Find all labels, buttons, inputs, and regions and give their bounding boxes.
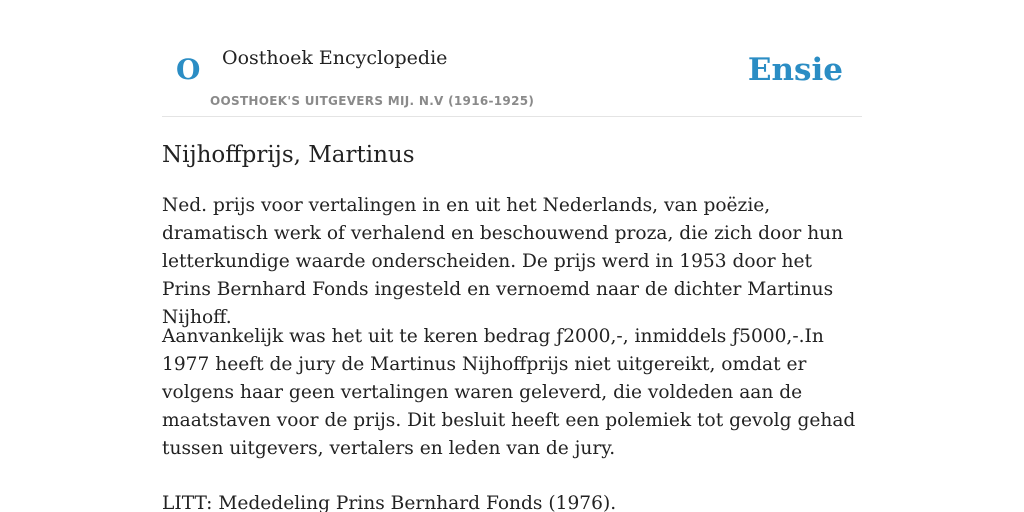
literature-reference: LITT: Mededeling Prins Bernhard Fonds (1976). <box>162 493 617 512</box>
site-title-link[interactable]: Oosthoek Encyclopedie <box>222 47 448 69</box>
article-paragraph: Aanvankelijk was het uit te keren bedrag ƒ2000,-, inmiddels ƒ5000,-.In 1977 heeft de jury de Martinus Nijhoffprijs niet uitgereikt, omdat er volgens haar geen vertalingen waren geleverd, die voldeden aan de maatstaven voor de prijs. Dit besluit heeft een polemiek tot gevolg gehad tussen uitgevers, vertalers en leden van de jury. <box>162 326 856 459</box>
article-title: Nijhoffprijs, Martinus <box>162 142 415 168</box>
site-header <box>162 0 862 117</box>
logo-icon[interactable]: O <box>176 53 201 86</box>
publisher-subtitle: OOSTHOEK'S UITGEVERS MIJ. N.V (1916-1925) <box>210 94 535 108</box>
page-container <box>162 0 862 512</box>
article-paragraph: Ned. prijs voor vertalingen in en uit het Nederlands, van poëzie, dramatisch werk of verhalend en beschouwend proza, die zich door hun letterkundige waarde onderscheiden. De prijs werd in 1953 door het Prins Bernhard Fonds ingesteld en vernoemd naar de dichter Martinus Nijhoff. <box>162 195 844 328</box>
brand-logo-link[interactable]: Ensie <box>747 52 843 88</box>
